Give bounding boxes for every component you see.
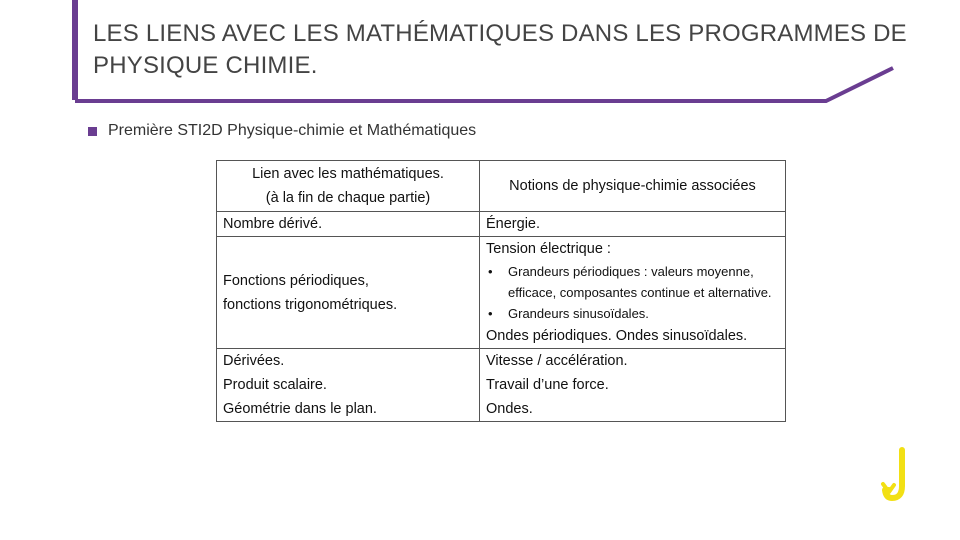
math-physics-table — [216, 160, 786, 422]
table-row — [217, 237, 786, 349]
row3-math-line: Géométrie dans le plan. — [223, 401, 377, 417]
table-header-row — [217, 161, 786, 212]
row2-physics-footer: Ondes périodiques. Ondes sinusoïdales. — [486, 328, 748, 344]
row3-math-cell — [217, 349, 480, 422]
header-math-line2: (à la fin de chaque partie) — [265, 190, 431, 206]
row2-math-line2: fonctions trigonométriques. — [223, 296, 398, 313]
list-item: • Grandeurs périodiques : valeurs moyenne, efficace, composantes continue et alternative. — [486, 261, 779, 303]
row3-physics-line: Ondes. — [486, 401, 533, 417]
row3-physics-cell — [480, 349, 786, 422]
header-physics-cell: Notions de physique-chimie associées — [480, 161, 786, 212]
list-item: • Grandeurs sinusoïdales. — [486, 303, 779, 324]
table-row — [217, 212, 786, 237]
title-accent-bar — [72, 0, 78, 100]
j-logo-icon — [880, 440, 920, 510]
bullet-square-icon — [88, 127, 97, 136]
row3-math-line: Dérivées. — [223, 353, 285, 369]
row3-math-line: Produit scalaire. — [223, 377, 327, 393]
page-title: LES LIENS AVEC LES MATHÉMATIQUES DANS LES PROGRAMMES DE PHYSIQUE CHIMIE. — [93, 20, 907, 79]
row1-physics-cell: Énergie. — [480, 212, 786, 237]
row2-physics-cell — [480, 237, 786, 349]
row2-physics-title: Tension électrique : — [486, 241, 611, 257]
row2-physics-list — [486, 261, 779, 324]
bullet-item — [88, 122, 476, 140]
row3-physics-line: Travail d’une force. — [486, 377, 609, 393]
row2-math-cell — [217, 237, 480, 349]
bullet-text: Première STI2D Physique-chimie et Mathématiques — [108, 122, 477, 139]
row2-math-line1: Fonctions périodiques, — [223, 272, 369, 289]
header-math-cell — [217, 161, 480, 212]
row3-physics-line: Vitesse / accélération. — [486, 353, 628, 369]
header-math-line1: Lien avec les mathématiques. — [252, 166, 444, 182]
table-row — [217, 349, 786, 422]
row1-math-cell: Nombre dérivé. — [217, 212, 480, 237]
